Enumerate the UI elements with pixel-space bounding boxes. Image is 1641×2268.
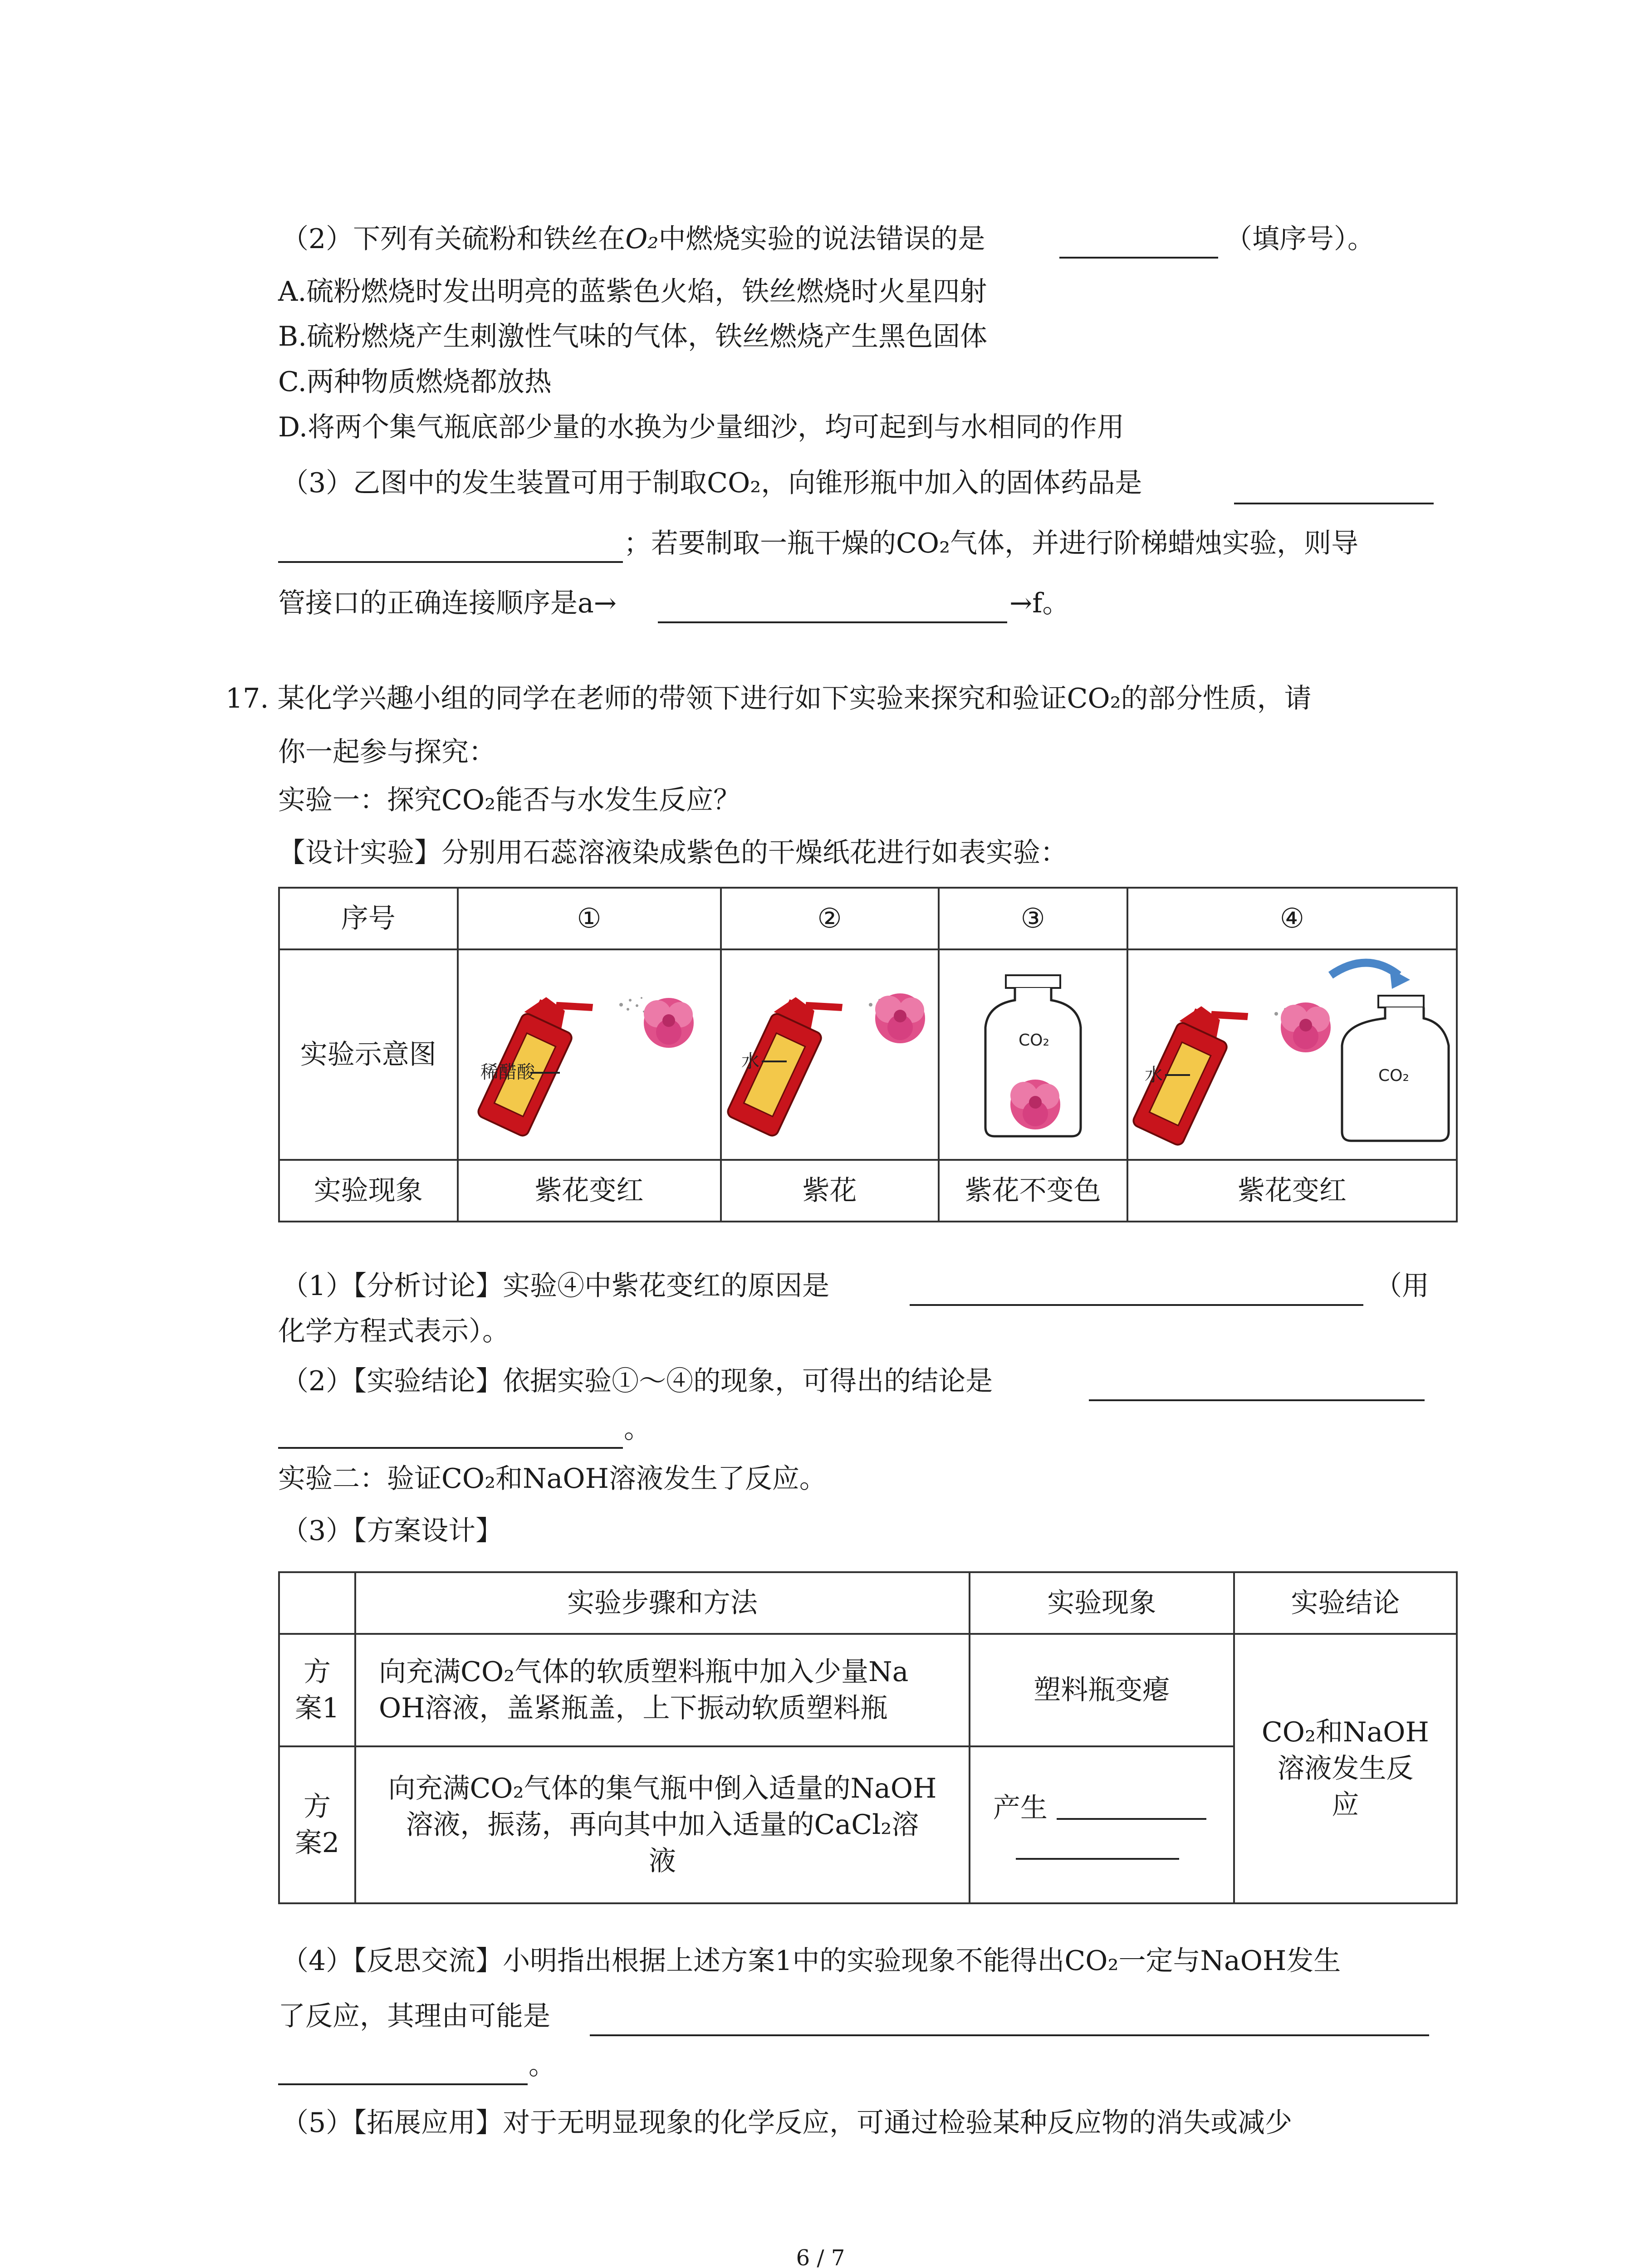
q16-p3-line1: （3）乙图中的发生装置可用于制取CO₂，向锥形瓶中加入的固体药品是 — [281, 467, 1142, 499]
diagram-label-water: 水 — [741, 1051, 759, 1072]
t1-header-2: ② — [721, 888, 939, 949]
q17-4-line2: 了反应，其理由可能是 — [278, 2000, 550, 2032]
exp2-title: 实验二：验证CO₂和NaOH溶液发生了反应。 — [278, 1463, 827, 1495]
t2-header-steps: 实验步骤和方法 — [355, 1572, 970, 1634]
t1-result-3: 紫花不变色 — [939, 1160, 1127, 1222]
answer-blank-q17-4a[interactable] — [590, 2034, 1429, 2036]
plan1-label: 方 案1 — [279, 1634, 355, 1746]
t1-result-4: 紫花变红 — [1127, 1160, 1457, 1222]
t1-header-3: ③ — [939, 888, 1127, 949]
experiment-table-1 — [278, 887, 1458, 1222]
t2-header-conclusion: 实验结论 — [1234, 1572, 1457, 1634]
q17-2-prefix: （2）【实验结论】依据实验①～④的现象，可得出的结论是 — [281, 1365, 993, 1397]
q17-2-suffix: 。 — [624, 1413, 651, 1445]
answer-blank-q16-3b[interactable] — [278, 561, 623, 563]
answer-blank-plan2-b[interactable] — [1016, 1858, 1179, 1860]
option-d: D.将两个集气瓶底部少量的水换为少量细沙，均可起到与水相同的作用 — [278, 411, 1125, 443]
q17-intro-line1: 17. 某化学兴趣小组的同学在老师的带领下进行如下实验来探究和验证CO₂的部分性质，请 — [225, 683, 1312, 714]
plan1-result: 塑料瓶变瘪 — [970, 1634, 1234, 1746]
diagram-2-water-spray — [725, 950, 934, 1150]
flower-icon — [644, 998, 694, 1048]
t1-diagram-label: 实验示意图 — [279, 949, 458, 1160]
t1-result-1: 紫花变红 — [458, 1160, 721, 1222]
q17-5-line1: （5）【拓展应用】对于无明显现象的化学反应，可通过检验某种反应物的消失或减少 — [281, 2107, 1293, 2139]
curved-arrow-icon — [1331, 963, 1399, 976]
q17-1-suffix: （用 — [1375, 1270, 1429, 1302]
answer-blank-q16-2[interactable] — [1059, 257, 1218, 259]
t2-header-result: 实验现象 — [970, 1572, 1234, 1634]
diagram-1-acid-spray — [462, 950, 716, 1150]
t1-header-1: ① — [458, 888, 721, 949]
answer-blank-q17-2a[interactable] — [1089, 1399, 1425, 1401]
q17-4-end: 。 — [529, 2049, 556, 2081]
q16-p3-line3b: →f。 — [1009, 587, 1070, 619]
plan-table — [278, 1571, 1458, 1904]
q17-3-label: （3）【方案设计】 — [281, 1515, 503, 1547]
t2-header-blank — [279, 1572, 355, 1634]
svg-text:CO₂: CO₂ — [1378, 1066, 1409, 1085]
plan2-label: 方 案2 — [279, 1746, 355, 1903]
option-b: B.硫粉燃烧产生刺激性气味的气体，铁丝燃烧产生黑色固体 — [278, 321, 988, 352]
diagram-3-cell — [939, 949, 1127, 1160]
flower-icon — [1281, 1002, 1331, 1052]
answer-blank-q17-4b[interactable] — [278, 2083, 528, 2085]
diagram-3-co2-bottle — [942, 950, 1124, 1150]
diagram-label-acid: 稀醋酸 — [480, 1062, 535, 1083]
t1-result-2: 紫花 — [721, 1160, 939, 1222]
spray-mist — [619, 997, 645, 1012]
t1-header-index: 序号 — [279, 888, 458, 949]
diagram-2-cell — [721, 949, 939, 1160]
answer-blank-q16-3c[interactable] — [658, 621, 1007, 623]
exp1-title: 实验一：探究CO₂能否与水发生反应？ — [278, 784, 741, 816]
option-a: A.硫粉燃烧时发出明亮的蓝紫色火焰，铁丝燃烧时火星四射 — [278, 276, 987, 308]
diagram-4-cell — [1127, 949, 1457, 1160]
t1-result-label: 实验现象 — [279, 1160, 458, 1222]
q16-p2-suffix: （填序号）。 — [1225, 223, 1375, 255]
plans-conclusion: CO₂和NaOH 溶液发生反 应 — [1234, 1634, 1457, 1903]
q16-p3-line3a: 管接口的正确连接顺序是a→ — [278, 587, 617, 619]
q17-1-prefix: （1）【分析讨论】实验④中紫花变红的原因是 — [281, 1270, 830, 1302]
plan1-steps: 向充满CO₂气体的软质塑料瓶中加入少量Na OH溶液，盖紧瓶盖，上下振动软质塑料瓶 — [355, 1634, 970, 1746]
svg-text:水: 水 — [1144, 1065, 1163, 1085]
design-text: 【设计实验】分别用石蕊溶液染成紫色的干燥纸花进行如表实验： — [278, 837, 1068, 869]
q17-4-line1: （4）【反思交流】小明指出根据上述方案1中的实验现象不能得出CO₂一定与NaOH发生 — [281, 1945, 1341, 1977]
t1-header-4: ④ — [1127, 888, 1457, 949]
q17-intro-line2: 你一起参与探究： — [278, 736, 496, 768]
answer-blank-q17-2b[interactable] — [278, 1447, 623, 1449]
diagram-4-spray-then-co2 — [1131, 950, 1453, 1150]
plan2-steps: 向充满CO₂气体的集气瓶中倒入适量的NaOH 溶液，振荡，再向其中加入适量的CaCl₂溶 液 — [355, 1746, 970, 1903]
flower-icon — [875, 993, 925, 1043]
page-number: 6 / 7 — [796, 2245, 845, 2268]
flower-icon — [1010, 1080, 1060, 1129]
answer-blank-plan2-a[interactable] — [1057, 1818, 1206, 1820]
q17-1-line2: 化学方程式表示）。 — [278, 1315, 509, 1347]
diagram-label-co2: CO₂ — [1018, 1031, 1049, 1050]
plan2-result: 产生 — [970, 1746, 1234, 1903]
option-c: C.两种物质燃烧都放热 — [278, 366, 552, 398]
answer-blank-q17-1[interactable] — [910, 1304, 1363, 1306]
diagram-1-cell — [458, 949, 721, 1160]
q16-p2-prefix: （2）下列有关硫粉和铁丝在O₂中燃烧实验的说法错误的是 — [281, 223, 985, 255]
answer-blank-q16-3a[interactable] — [1234, 503, 1434, 504]
q16-p3-line2: ；若要制取一瓶干燥的CO₂气体，并进行阶梯蜡烛实验，则导 — [624, 528, 1359, 559]
